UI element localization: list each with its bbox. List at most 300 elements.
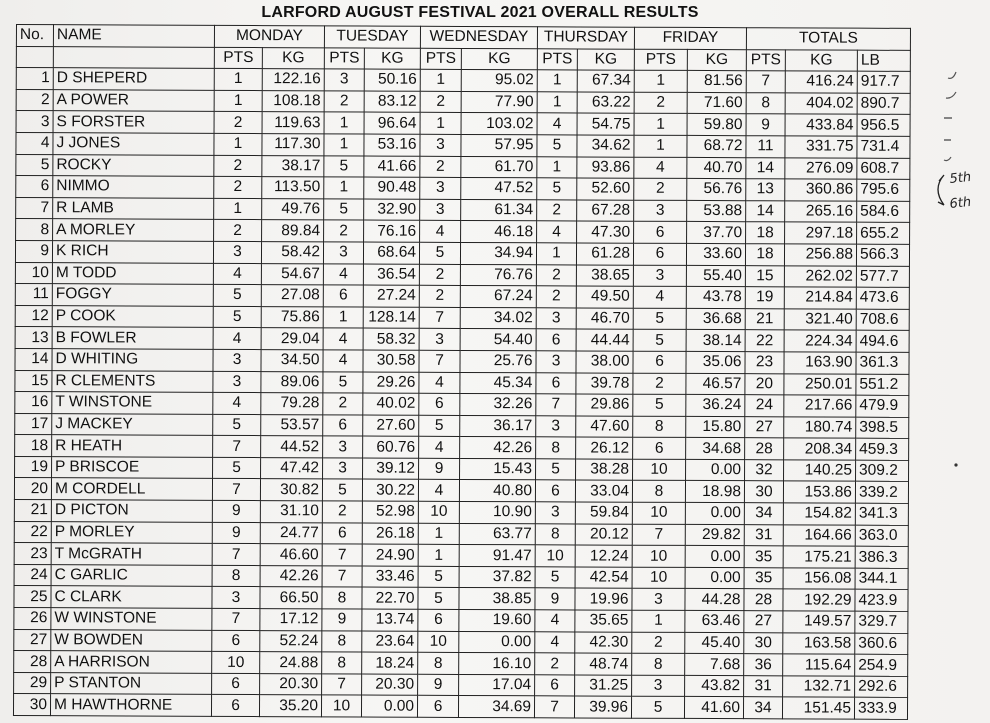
cell-tot-pts: 36 [744, 654, 783, 676]
note-6th: 6th [948, 194, 972, 212]
cell-tue-kg: 68.64 [363, 242, 419, 264]
cell-wed-kg: 95.02 [461, 70, 537, 92]
cell-mon-pts: 6 [212, 630, 260, 652]
cell-thu-kg: 67.28 [577, 200, 634, 222]
cell-tot-kg: 224.34 [784, 330, 856, 352]
cell-fri-kg: 18.98 [685, 481, 744, 503]
cell-tot-kg: 164.66 [783, 525, 855, 547]
cell-mon-kg: 113.50 [262, 177, 324, 199]
cell-tue-kg: 23.64 [362, 631, 418, 653]
cell-name: A HARRISON [51, 651, 212, 673]
cell-thu-kg: 44.44 [576, 329, 633, 351]
cell-fri-pts: 4 [633, 286, 686, 308]
cell-fri-pts: 4 [634, 157, 687, 179]
cell-name: A MORLEY [53, 219, 214, 241]
cell-fri-pts: 8 [632, 653, 685, 675]
cell-wed-kg: 67.24 [460, 286, 536, 308]
sub-header-kg: KG [785, 49, 857, 71]
sub-header-pts: PTS [324, 47, 364, 69]
cell-mon-pts: 3 [213, 349, 261, 371]
col-header-monday: MONDAY [214, 25, 324, 47]
cell-tot-pts: 30 [744, 481, 783, 503]
cell-wed-pts: 4 [419, 437, 460, 459]
cell-fri-pts: 2 [634, 178, 687, 200]
cell-tot-pts: 22 [745, 330, 784, 352]
cell-no: 30 [13, 694, 50, 716]
cell-tue-pts: 7 [322, 566, 362, 588]
cell-tot-kg: 265.16 [785, 201, 857, 223]
cell-tue-pts: 5 [324, 155, 364, 177]
cell-fri-pts: 1 [634, 114, 687, 136]
cell-tot-kg: 416.24 [785, 71, 857, 93]
cell-tue-pts: 2 [322, 501, 362, 523]
cell-fri-pts: 8 [632, 481, 685, 503]
cell-tot-pts: 32 [745, 460, 784, 482]
cell-tot-lb: 473.6 [856, 287, 909, 309]
cell-mon-pts: 5 [213, 457, 261, 479]
cell-mon-pts: 4 [213, 263, 261, 285]
cell-wed-pts: 2 [419, 285, 460, 307]
cell-mon-pts: 3 [213, 241, 261, 263]
cell-fri-kg: 40.70 [687, 157, 746, 179]
cell-wed-kg: 91.47 [459, 545, 535, 567]
cell-tot-pts: 23 [745, 352, 784, 374]
cell-name: W BOWDEN [51, 629, 212, 651]
cell-tue-kg: 76.16 [364, 220, 420, 242]
cell-tot-kg: 132.71 [783, 676, 855, 698]
cell-tue-kg: 58.32 [363, 328, 419, 350]
cell-tue-pts: 4 [323, 263, 363, 285]
cell-tue-kg: 27.60 [363, 415, 419, 437]
cell-tot-lb: 254.9 [855, 654, 908, 676]
cell-tue-kg: 20.30 [362, 674, 418, 696]
cell-wed-kg: 0.00 [459, 631, 535, 653]
cell-thu-pts: 1 [537, 92, 577, 114]
cell-wed-pts: 6 [419, 393, 460, 415]
cell-wed-kg: 16.10 [459, 653, 535, 675]
cell-mon-pts: 3 [213, 371, 261, 393]
cell-wed-pts: 3 [420, 199, 461, 221]
cell-fri-kg: 0.00 [685, 502, 744, 524]
cell-name: P STANTON [51, 672, 212, 694]
cell-no: 9 [15, 240, 52, 262]
cell-name: C CLARK [51, 586, 212, 608]
cell-wed-kg: 17.04 [459, 674, 535, 696]
cell-fri-kg: 33.60 [686, 243, 745, 265]
cell-thu-kg: 47.30 [577, 221, 634, 243]
cell-tot-pts: 18 [746, 222, 785, 244]
cell-mon-kg: 17.12 [260, 609, 322, 631]
cell-tot-kg: 250.01 [784, 373, 856, 395]
col-header-tuesday: TUESDAY [324, 26, 420, 48]
cell-name: R CLEMENTS [52, 370, 213, 392]
cell-tot-kg: 208.34 [784, 438, 856, 460]
cell-fri-kg: 36.68 [686, 308, 745, 330]
cell-tue-kg: 52.98 [362, 501, 418, 523]
cell-tue-kg: 33.46 [362, 566, 418, 588]
cell-thu-pts: 3 [535, 502, 575, 524]
cell-thu-kg: 19.96 [575, 588, 632, 610]
cell-tot-pts: 14 [746, 200, 785, 222]
cell-name: D PICTON [51, 500, 212, 522]
cell-thu-pts: 7 [534, 696, 574, 718]
sub-header-kg: KG [262, 47, 324, 69]
cell-no: 23 [14, 543, 51, 565]
cell-tot-lb: 344.1 [855, 568, 908, 590]
cell-no: 6 [16, 176, 53, 198]
cell-mon-pts: 7 [212, 479, 260, 501]
cell-tue-kg: 96.64 [364, 112, 420, 134]
sub-header-kg: KG [461, 48, 537, 70]
cell-wed-kg: 15.43 [460, 458, 536, 480]
cell-fri-kg: 81.56 [687, 71, 746, 93]
cell-thu-pts: 3 [536, 307, 576, 329]
cell-wed-pts: 1 [418, 545, 459, 567]
cell-name: T McGRATH [51, 543, 212, 565]
cell-tue-pts: 5 [324, 199, 364, 221]
cell-thu-pts: 6 [536, 372, 576, 394]
cell-tot-kg: 217.66 [784, 395, 856, 417]
cell-fri-kg: 0.00 [685, 546, 744, 568]
cell-wed-kg: 63.77 [459, 523, 535, 545]
cell-tot-kg: 433.84 [785, 114, 857, 136]
cell-tot-kg: 153.86 [783, 481, 855, 503]
cell-mon-kg: 38.17 [262, 155, 324, 177]
cell-tot-pts: 30 [744, 632, 783, 654]
cell-mon-kg: 52.24 [260, 630, 322, 652]
cell-mon-kg: 29.04 [261, 328, 323, 350]
col-header-totals: TOTALS [746, 28, 910, 50]
cell-tue-kg: 32.90 [364, 199, 420, 221]
cell-mon-kg: 108.18 [262, 90, 324, 112]
cell-wed-kg: 32.26 [460, 394, 536, 416]
cell-thu-kg: 54.75 [577, 113, 634, 135]
cell-fri-kg: 29.82 [685, 524, 744, 546]
cell-mon-pts: 9 [212, 500, 260, 522]
cell-mon-pts: 3 [212, 587, 260, 609]
cell-thu-kg: 93.86 [577, 157, 634, 179]
cell-fri-pts: 6 [633, 351, 686, 373]
cell-mon-pts: 2 [214, 220, 262, 242]
page-title: LARFORD AUGUST FESTIVAL 2021 OVERALL RESULTS [261, 4, 699, 21]
cell-name: J JONES [53, 133, 214, 155]
cell-tue-pts: 10 [321, 695, 361, 717]
cell-tot-lb: 292.6 [855, 676, 908, 698]
cell-thu-pts: 5 [535, 567, 575, 589]
cell-fri-kg: 43.78 [686, 287, 745, 309]
cell-mon-kg: 53.57 [261, 414, 323, 436]
sub-header-pts: PTS [214, 47, 262, 69]
note-5th: 5th [948, 169, 972, 187]
cell-mon-kg: 24.77 [260, 522, 322, 544]
cell-tot-lb: 566.3 [856, 244, 909, 266]
cell-tot-kg: 256.88 [784, 244, 856, 266]
sub-header-kg: KG [577, 49, 634, 71]
cell-tue-kg: 50.16 [364, 69, 420, 91]
cell-mon-pts: 1 [214, 133, 262, 155]
cell-mon-kg: 44.52 [261, 436, 323, 458]
cell-no: 21 [14, 500, 51, 522]
cell-name: C GARLIC [51, 565, 212, 587]
cell-wed-pts: 9 [418, 674, 459, 696]
cell-name: K RICH [52, 241, 213, 263]
cell-mon-kg: 122.16 [262, 69, 324, 91]
cell-name: T WINSTONE [52, 392, 213, 414]
cell-fri-pts: 3 [634, 200, 687, 222]
cell-tue-kg: 22.70 [362, 587, 418, 609]
cell-no: 16 [15, 392, 52, 414]
cell-tot-pts: 7 [746, 71, 785, 93]
cell-tot-lb: 479.9 [856, 395, 909, 417]
cell-thu-pts: 1 [536, 243, 576, 265]
cell-wed-kg: 42.26 [460, 437, 536, 459]
cell-fri-pts: 1 [632, 610, 685, 632]
cell-no: 13 [15, 327, 52, 349]
cell-wed-pts: 7 [419, 307, 460, 329]
cell-tot-lb: 459.3 [856, 438, 909, 460]
cell-tue-kg: 36.54 [363, 264, 419, 286]
cell-fri-pts: 10 [633, 459, 686, 481]
cell-tot-lb: 423.9 [855, 590, 908, 612]
cell-wed-kg: 40.80 [459, 480, 535, 502]
cell-mon-pts: 8 [212, 565, 260, 587]
cell-thu-kg: 38.00 [576, 351, 633, 373]
cell-wed-pts: 5 [418, 566, 459, 588]
cell-fri-pts: 5 [633, 330, 686, 352]
col-header-friday: FRIDAY [634, 27, 746, 49]
cell-wed-pts: 8 [418, 652, 459, 674]
cell-tot-kg: 156.08 [783, 568, 855, 590]
cell-tot-lb: 361.3 [856, 352, 909, 374]
cell-name: P BRISCOE [52, 457, 213, 479]
cell-wed-pts: 3 [420, 177, 461, 199]
cell-thu-kg: 39.78 [576, 372, 633, 394]
cell-thu-kg: 52.60 [577, 178, 634, 200]
cell-thu-pts: 7 [536, 394, 576, 416]
cell-thu-pts: 3 [536, 351, 576, 373]
cell-no: 28 [14, 651, 51, 673]
cell-fri-pts: 5 [631, 697, 684, 719]
cell-wed-kg: 38.85 [459, 588, 535, 610]
cell-wed-pts: 6 [417, 696, 458, 718]
cell-wed-kg: 25.76 [460, 350, 536, 372]
cell-wed-pts: 1 [420, 113, 461, 135]
cell-tot-lb: 386.3 [855, 546, 908, 568]
cell-tot-lb: 339.2 [855, 482, 908, 504]
cell-thu-pts: 1 [537, 156, 577, 178]
cell-wed-pts: 10 [418, 501, 459, 523]
cell-mon-pts: 10 [212, 652, 260, 674]
cell-thu-kg: 42.54 [575, 567, 632, 589]
cell-fri-pts: 8 [633, 416, 686, 438]
cell-fri-pts: 10 [632, 545, 685, 567]
cell-tue-pts: 1 [324, 134, 364, 156]
cell-fri-pts: 7 [632, 524, 685, 546]
cell-fri-pts: 2 [633, 373, 686, 395]
cell-thu-pts: 2 [537, 200, 577, 222]
cell-tue-pts: 6 [323, 415, 363, 437]
cell-tot-lb: 584.6 [857, 201, 910, 223]
cell-wed-kg: 61.70 [461, 156, 537, 178]
cell-mon-kg: 27.08 [261, 285, 323, 307]
cell-tue-kg: 40.02 [363, 393, 419, 415]
cell-thu-pts: 6 [536, 329, 576, 351]
cell-tue-kg: 18.24 [362, 652, 418, 674]
cell-wed-kg: 34.69 [458, 696, 534, 718]
cell-thu-pts: 5 [537, 135, 577, 157]
cell-tot-pts: 18 [745, 244, 784, 266]
cell-wed-pts: 4 [418, 480, 459, 502]
cell-tot-lb: 309.2 [856, 460, 909, 482]
cell-no: 11 [15, 284, 52, 306]
cell-fri-pts: 1 [634, 135, 687, 157]
cell-fri-kg: 38.14 [686, 330, 745, 352]
cell-wed-pts: 3 [419, 329, 460, 351]
cell-mon-pts: 7 [212, 544, 260, 566]
cell-tot-lb: 608.7 [857, 158, 910, 180]
cell-tue-kg: 128.14 [363, 307, 419, 329]
cell-wed-kg: 37.82 [459, 566, 535, 588]
cell-tue-kg: 53.16 [364, 134, 420, 156]
cell-mon-kg: 79.28 [261, 393, 323, 415]
cell-thu-pts: 8 [535, 523, 575, 545]
cell-mon-kg: 89.84 [262, 220, 324, 242]
cell-mon-kg: 89.06 [261, 371, 323, 393]
cell-fri-pts: 3 [632, 675, 685, 697]
cell-name: D SHEPERD [53, 68, 214, 90]
cell-no: 12 [15, 305, 52, 327]
cell-no: 17 [15, 413, 52, 435]
cell-fri-pts: 10 [632, 567, 685, 589]
cell-mon-kg: 75.86 [261, 306, 323, 328]
cell-tue-pts: 3 [323, 436, 363, 458]
tick-mark [946, 92, 956, 98]
cell-tue-kg: 90.48 [364, 177, 420, 199]
cell-mon-kg: 46.60 [260, 544, 322, 566]
col-header-wednesday: WEDNESDAY [420, 26, 537, 48]
cell-tot-kg: 404.02 [785, 93, 857, 115]
cell-fri-kg: 53.88 [687, 200, 746, 222]
cell-tot-lb: 329.7 [855, 611, 908, 633]
cell-mon-kg: 117.30 [262, 134, 324, 156]
cell-fri-kg: 37.70 [687, 222, 746, 244]
cell-mon-pts: 4 [213, 392, 261, 414]
cell-tue-kg: 30.58 [363, 350, 419, 372]
cell-name: D WHITING [52, 349, 213, 371]
cell-name: M HAWTHORNE [50, 694, 211, 716]
cell-tot-kg: 276.09 [785, 157, 857, 179]
cell-tot-pts: 14 [746, 157, 785, 179]
cell-wed-pts: 5 [419, 242, 460, 264]
cell-mon-kg: 24.88 [260, 652, 322, 674]
cell-no: 19 [15, 456, 52, 478]
cell-tot-pts: 35 [744, 546, 783, 568]
cell-wed-kg: 34.94 [460, 242, 536, 264]
cell-tue-pts: 2 [323, 393, 363, 415]
cell-wed-pts: 2 [419, 264, 460, 286]
cell-mon-pts: 1 [214, 90, 262, 112]
sub-header-lb: LB [857, 50, 910, 72]
cell-tue-pts: 2 [324, 220, 364, 242]
cell-tot-lb: 551.2 [856, 374, 909, 396]
cell-fri-pts: 6 [634, 222, 687, 244]
cell-wed-pts: 9 [419, 458, 460, 480]
cell-tot-lb: 577.7 [856, 266, 909, 288]
col-header-name: NAME [53, 25, 214, 47]
cell-tot-kg: 321.40 [784, 309, 856, 331]
cell-tot-lb: 398.5 [856, 417, 909, 439]
col-header-no: No. [16, 25, 53, 47]
cell-thu-kg: 29.86 [576, 394, 633, 416]
cell-mon-kg: 54.67 [261, 263, 323, 285]
cell-mon-pts: 2 [214, 177, 262, 199]
cell-tot-pts: 21 [745, 308, 784, 330]
cell-fri-pts: 6 [633, 437, 686, 459]
cell-tue-pts: 8 [322, 652, 362, 674]
cell-mon-pts: 2 [214, 112, 262, 134]
cell-wed-pts: 2 [420, 156, 461, 178]
cell-tue-pts: 8 [322, 587, 362, 609]
tick-mark [944, 157, 951, 161]
cell-mon-kg: 119.63 [262, 112, 324, 134]
cell-mon-pts: 6 [211, 695, 259, 717]
cell-thu-pts: 2 [535, 653, 575, 675]
cell-tue-pts: 5 [322, 479, 362, 501]
cell-thu-kg: 61.28 [576, 243, 633, 265]
cell-tot-pts: 31 [744, 675, 783, 697]
cell-name: W WINSTONE [51, 608, 212, 630]
col-header-thursday: THURSDAY [537, 27, 634, 49]
cell-tot-kg: 115.64 [783, 654, 855, 676]
cell-mon-kg: 42.26 [260, 565, 322, 587]
cell-fri-kg: 43.82 [685, 675, 744, 697]
cell-mon-kg: 66.50 [260, 587, 322, 609]
cell-tot-lb: 494.6 [856, 330, 909, 352]
cell-tot-kg: 214.84 [784, 287, 856, 309]
cell-no: 15 [15, 370, 52, 392]
cell-name: P MORLEY [51, 521, 212, 543]
cell-tue-kg: 13.74 [362, 609, 418, 631]
cell-thu-kg: 38.28 [576, 459, 633, 481]
cell-thu-kg: 31.25 [575, 675, 632, 697]
cell-thu-kg: 26.12 [576, 437, 633, 459]
cell-wed-pts: 1 [418, 523, 459, 545]
cell-no: 8 [16, 219, 53, 241]
cell-mon-pts: 1 [214, 198, 262, 220]
cell-tot-pts: 27 [745, 416, 784, 438]
cell-mon-pts: 1 [214, 69, 262, 91]
cell-name: M TODD [52, 262, 213, 284]
cell-wed-pts: 3 [420, 134, 461, 156]
cell-tot-kg: 262.02 [784, 265, 856, 287]
cell-fri-kg: 0.00 [685, 567, 744, 589]
cell-fri-kg: 59.80 [687, 114, 746, 136]
cell-tot-kg: 180.74 [784, 417, 856, 439]
cell-tue-kg: 41.66 [364, 156, 420, 178]
cell-fri-kg: 15.80 [686, 416, 745, 438]
cell-fri-pts: 2 [632, 632, 685, 654]
cell-tot-pts: 34 [744, 503, 783, 525]
cell-tue-pts: 3 [324, 69, 364, 91]
cell-tot-pts: 9 [746, 114, 785, 136]
cell-mon-kg: 30.82 [260, 479, 322, 501]
tick-mark [948, 72, 956, 78]
cell-wed-pts: 4 [419, 372, 460, 394]
cell-thu-kg: 42.30 [575, 632, 632, 654]
cell-thu-pts: 2 [536, 286, 576, 308]
cell-mon-pts: 7 [213, 436, 261, 458]
cell-tot-lb: 655.2 [857, 223, 910, 245]
